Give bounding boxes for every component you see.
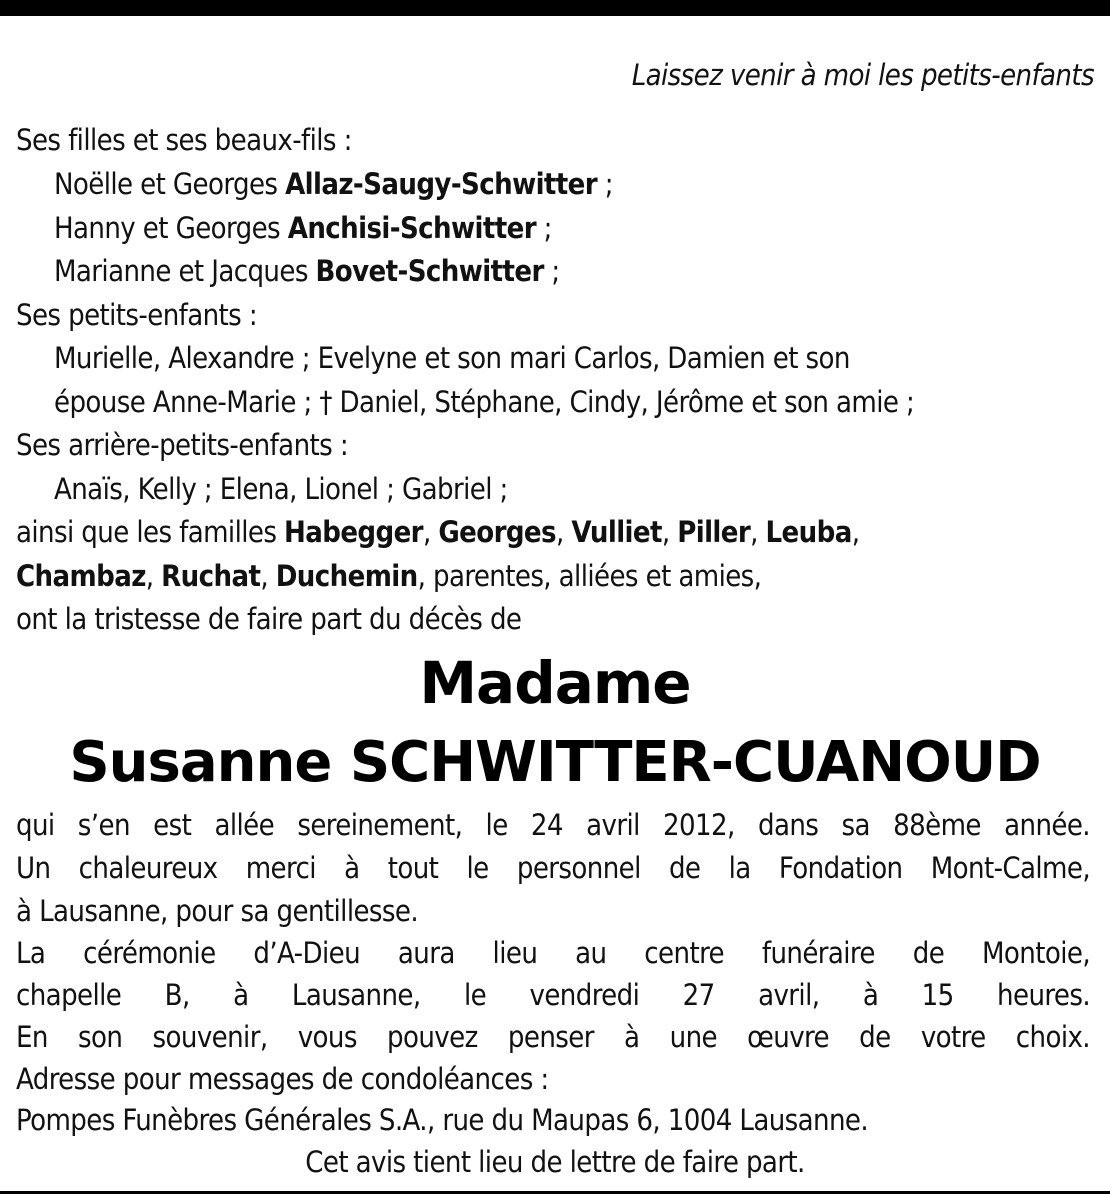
daughter-surname: Anchisi-Schwitter xyxy=(287,211,536,245)
family-name: Leuba xyxy=(765,515,852,549)
body-line: En son souvenir, vous pouvez penser à une œuvre de votre choix. xyxy=(16,1020,1090,1054)
grandchildren-line: Murielle, Alexandre ; Evelyne et son mari Carlos, Damien et son xyxy=(54,341,850,375)
title-honorific: Madame xyxy=(419,649,691,717)
daughter-line xyxy=(54,163,1090,206)
body-line: Un chaleureux merci à tout le personnel de la Fondation Mont-Calme, xyxy=(16,851,1090,885)
line-end: ; xyxy=(604,167,613,201)
body-line: chapelle B, à Lausanne, le vendredi 27 avril, à 15 heures. xyxy=(16,978,1090,1012)
family-name: Habegger xyxy=(284,515,423,549)
body-line: Adresse pour messages de condoléances : xyxy=(16,1062,549,1096)
top-border-rule xyxy=(0,0,1110,16)
announcement-line: ont la tristesse de faire part du décès de xyxy=(16,602,522,636)
verse-quote: Laissez venir à moi les petits-enfants xyxy=(631,58,1094,92)
families-line-2: Chambaz, Ruchat, Duchemin, parentes, alliées et amies, xyxy=(16,559,762,593)
bottom-border-rule xyxy=(0,1191,1110,1194)
daughter-surname: Allaz-Saugy-Schwitter xyxy=(285,167,598,201)
family-name: Duchemin xyxy=(275,559,418,593)
body-line: qui s’en est allée sereinement, le 24 avril 2012, dans sa 88ème année. xyxy=(16,808,1090,842)
great-grandchildren-label: Ses arrière-petits-enfants : xyxy=(16,428,349,462)
body-line: Pompes Funèbres Générales S.A., rue du Maupas 6, 1004 Lausanne. xyxy=(16,1103,869,1137)
grandchildren-label: Ses petits-enfants : xyxy=(16,298,258,332)
families-line-1: ainsi que les familles Habegger, Georges, Vulliet, Piller, Leuba, xyxy=(16,515,860,549)
daughter-first-names: Noëlle et Georges xyxy=(54,167,278,201)
deceased-name: Susanne SCHWITTER-CUANOUD xyxy=(69,730,1041,795)
daughter-first-names: Marianne et Jacques xyxy=(54,254,308,288)
closing-line: Cet avis tient lieu de lettre de faire part. xyxy=(305,1145,805,1179)
daughter-line xyxy=(54,207,1090,250)
family-name: Vulliet xyxy=(571,515,662,549)
daughter-line xyxy=(54,250,1090,293)
body-line: à Lausanne, pour sa gentillesse. xyxy=(16,894,419,928)
daughter-surname: Bovet-Schwitter xyxy=(315,254,544,288)
daughters-label: Ses filles et ses beaux-fils : xyxy=(16,123,352,157)
body-line: La cérémonie d’A-Dieu aura lieu au centre funéraire de Montoie, xyxy=(16,936,1090,970)
families-intro: ainsi que les familles xyxy=(16,515,277,549)
family-name: Ruchat xyxy=(161,559,261,593)
families-tail: parentes, alliées et amies, xyxy=(433,559,762,593)
family-name: Georges xyxy=(438,515,556,549)
grandchildren-line: épouse Anne-Marie ; † Daniel, Stéphane, Cindy, Jérôme et son amie ; xyxy=(54,385,915,419)
daughter-first-names: Hanny et Georges xyxy=(54,211,281,245)
family-name: Chambaz xyxy=(16,559,146,593)
great-grandchildren-line: Anaïs, Kelly ; Elena, Lionel ; Gabriel ; xyxy=(54,472,508,506)
family-name: Piller xyxy=(677,515,751,549)
line-end: ; xyxy=(543,211,552,245)
line-end: ; xyxy=(551,254,560,288)
